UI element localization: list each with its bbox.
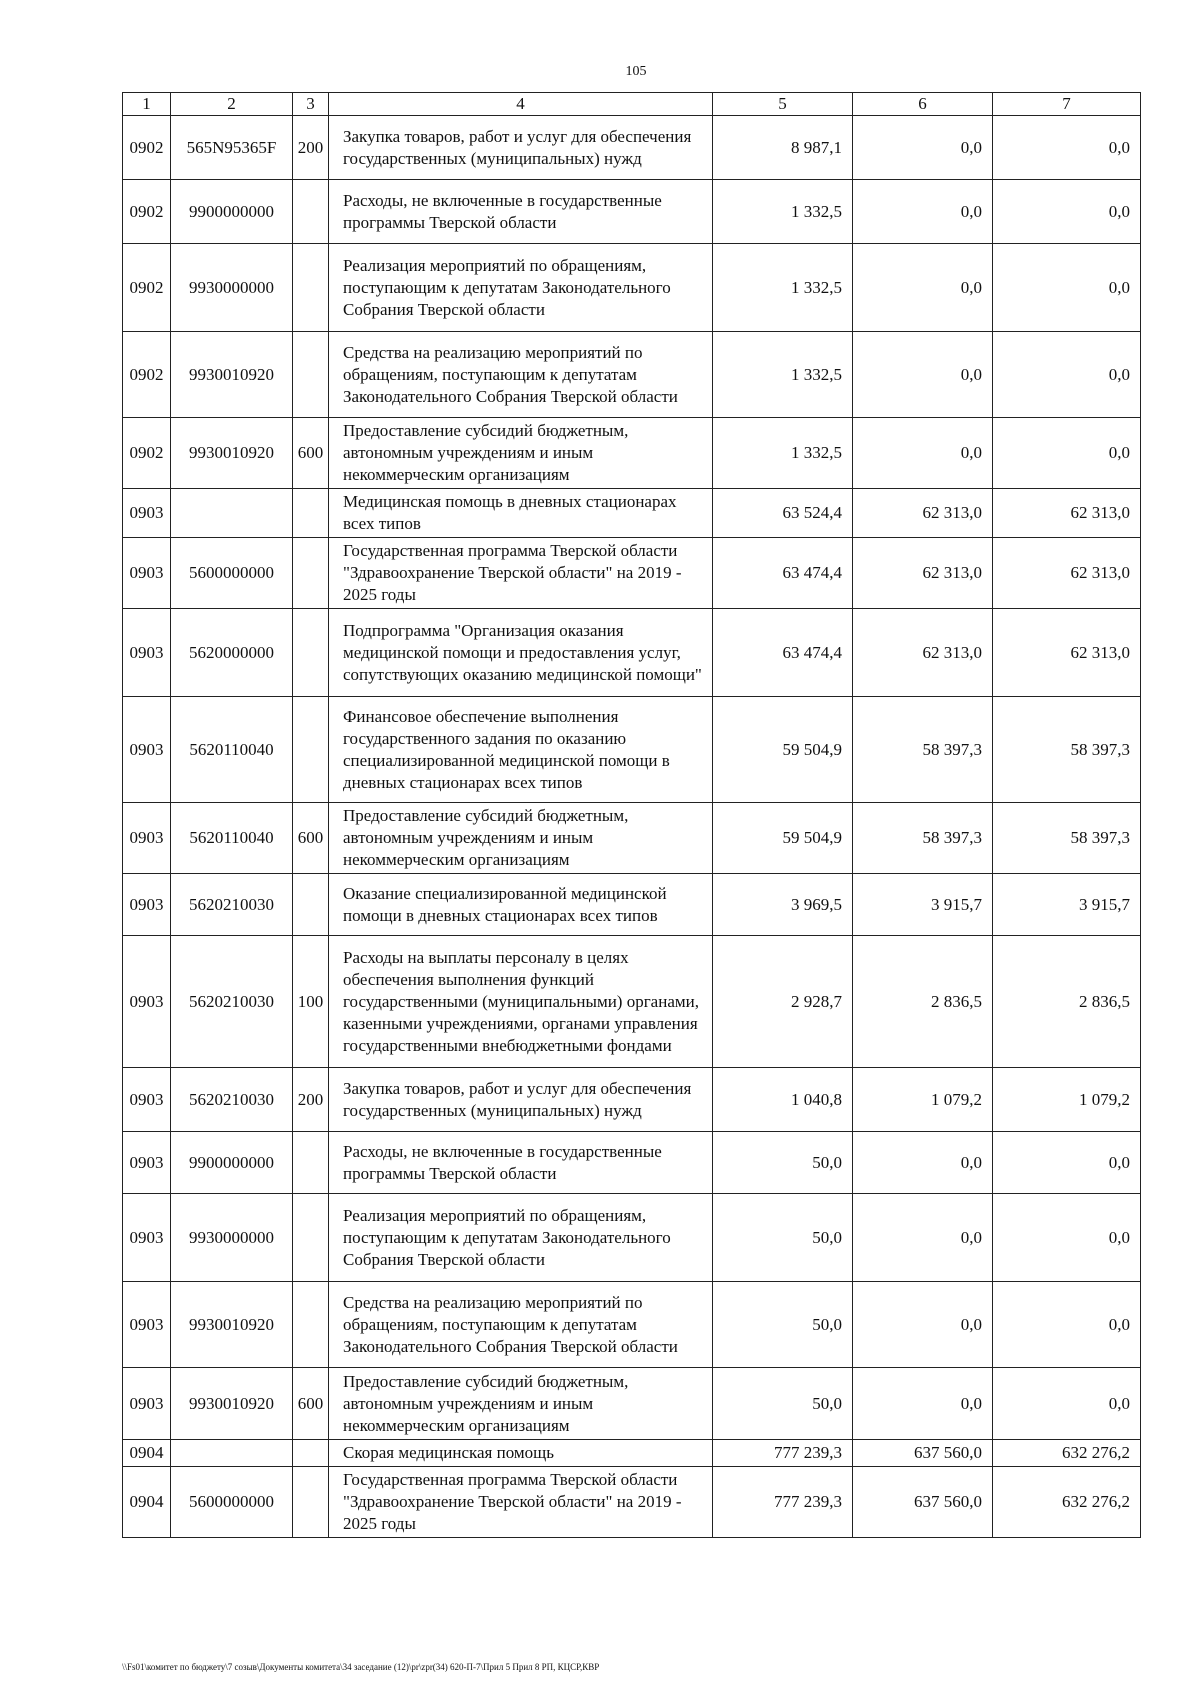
section-code-cell: 0903 — [123, 874, 171, 936]
footer-file-path: \\Fs01\комитет по бюджету\7 созыв\Документы комитета\34 заседание (12)\pr\zpr(34) 620-П-7\Прил 5 Прил 8 РП, КЦСР,КВР — [122, 1662, 600, 1672]
target-article-cell: 9930000000 — [171, 1194, 293, 1282]
table-row — [123, 244, 1141, 332]
target-article-cell: 565N95365F — [171, 116, 293, 180]
expense-type-cell — [293, 1282, 329, 1368]
amount-col5-cell: 59 504,9 — [713, 697, 853, 803]
expense-type-cell — [293, 874, 329, 936]
section-code-cell: 0903 — [123, 1368, 171, 1440]
amount-col7-cell: 2 836,5 — [993, 936, 1141, 1068]
amount-col6-cell: 0,0 — [853, 116, 993, 180]
table-row — [123, 1194, 1141, 1282]
description-cell: Медицинская помощь в дневных стационарах всех типов — [329, 489, 713, 538]
amount-col6-cell: 0,0 — [853, 180, 993, 244]
amount-col7-cell: 0,0 — [993, 244, 1141, 332]
description-cell: Реализация мероприятий по обращениям, поступающим к депутатам Законодательного Собрания Тверской области — [329, 1194, 713, 1282]
section-code-cell: 0903 — [123, 1282, 171, 1368]
table-row — [123, 1068, 1141, 1132]
col-header-6: 6 — [853, 93, 993, 116]
section-code-cell: 0903 — [123, 609, 171, 697]
table-row — [123, 418, 1141, 489]
expense-type-cell: 100 — [293, 936, 329, 1068]
amount-col5-cell: 1 332,5 — [713, 418, 853, 489]
target-article-cell — [171, 489, 293, 538]
expense-type-cell — [293, 489, 329, 538]
amount-col5-cell: 50,0 — [713, 1282, 853, 1368]
amount-col6-cell: 62 313,0 — [853, 609, 993, 697]
table-row — [123, 1440, 1141, 1467]
table-row — [123, 538, 1141, 609]
amount-col7-cell: 0,0 — [993, 1368, 1141, 1440]
section-code-cell: 0902 — [123, 244, 171, 332]
target-article-cell: 9930010920 — [171, 418, 293, 489]
amount-col5-cell: 777 239,3 — [713, 1440, 853, 1467]
amount-col5-cell: 50,0 — [713, 1368, 853, 1440]
amount-col5-cell: 1 332,5 — [713, 244, 853, 332]
amount-col7-cell: 0,0 — [993, 332, 1141, 418]
amount-col6-cell: 637 560,0 — [853, 1467, 993, 1538]
expense-type-cell — [293, 180, 329, 244]
amount-col5-cell: 50,0 — [713, 1194, 853, 1282]
amount-col6-cell: 58 397,3 — [853, 803, 993, 874]
description-cell: Предоставление субсидий бюджетным, автономным учреждениям и иным некоммерческим организациям — [329, 418, 713, 489]
amount-col6-cell: 0,0 — [853, 244, 993, 332]
description-cell: Расходы на выплаты персоналу в целях обеспечения выполнения функций государственными (муниципальными) органами, казенными учреждениями, органами управления государственными внебюджетными фондами — [329, 936, 713, 1068]
target-article-cell: 9900000000 — [171, 180, 293, 244]
target-article-cell: 5620210030 — [171, 874, 293, 936]
amount-col6-cell: 0,0 — [853, 418, 993, 489]
description-cell: Расходы, не включенные в государственные программы Тверской области — [329, 1132, 713, 1194]
description-cell: Средства на реализацию мероприятий по обращениям, поступающим к депутатам Законодательного Собрания Тверской области — [329, 332, 713, 418]
amount-col5-cell: 1 332,5 — [713, 332, 853, 418]
section-code-cell: 0903 — [123, 936, 171, 1068]
col-header-3: 3 — [293, 93, 329, 116]
section-code-cell: 0903 — [123, 697, 171, 803]
amount-col5-cell: 8 987,1 — [713, 116, 853, 180]
description-cell: Реализация мероприятий по обращениям, поступающим к депутатам Законодательного Собрания Тверской области — [329, 244, 713, 332]
amount-col6-cell: 2 836,5 — [853, 936, 993, 1068]
amount-col7-cell: 62 313,0 — [993, 489, 1141, 538]
page-number: 105 — [625, 64, 647, 79]
amount-col5-cell: 59 504,9 — [713, 803, 853, 874]
table-row — [123, 936, 1141, 1068]
description-cell: Предоставление субсидий бюджетным, автономным учреждениям и иным некоммерческим организациям — [329, 1368, 713, 1440]
section-code-cell: 0902 — [123, 116, 171, 180]
target-article-cell: 5620110040 — [171, 803, 293, 874]
expense-type-cell — [293, 697, 329, 803]
table-body — [123, 116, 1141, 1538]
description-cell: Оказание специализированной медицинской помощи в дневных стационарах всех типов — [329, 874, 713, 936]
amount-col7-cell: 3 915,7 — [993, 874, 1141, 936]
amount-col7-cell: 0,0 — [993, 1194, 1141, 1282]
amount-col5-cell: 50,0 — [713, 1132, 853, 1194]
expense-type-cell — [293, 609, 329, 697]
amount-col5-cell: 63 474,4 — [713, 609, 853, 697]
expense-type-cell: 600 — [293, 803, 329, 874]
section-code-cell: 0903 — [123, 1132, 171, 1194]
section-code-cell: 0903 — [123, 538, 171, 609]
amount-col7-cell: 62 313,0 — [993, 609, 1141, 697]
amount-col7-cell: 0,0 — [993, 1282, 1141, 1368]
section-code-cell: 0902 — [123, 418, 171, 489]
table-row — [123, 697, 1141, 803]
expense-type-cell: 200 — [293, 116, 329, 180]
amount-col5-cell: 1 332,5 — [713, 180, 853, 244]
table-row — [123, 332, 1141, 418]
table-row — [123, 609, 1141, 697]
description-cell: Закупка товаров, работ и услуг для обеспечения государственных (муниципальных) нужд — [329, 1068, 713, 1132]
expense-type-cell — [293, 1132, 329, 1194]
target-article-cell: 5600000000 — [171, 1467, 293, 1538]
amount-col5-cell: 777 239,3 — [713, 1467, 853, 1538]
amount-col6-cell: 0,0 — [853, 1194, 993, 1282]
table-header-row — [123, 93, 1141, 116]
table-row — [123, 489, 1141, 538]
target-article-cell — [171, 1440, 293, 1467]
target-article-cell: 9900000000 — [171, 1132, 293, 1194]
amount-col7-cell: 62 313,0 — [993, 538, 1141, 609]
amount-col7-cell: 58 397,3 — [993, 803, 1141, 874]
amount-col7-cell: 632 276,2 — [993, 1467, 1141, 1538]
amount-col6-cell: 58 397,3 — [853, 697, 993, 803]
section-code-cell: 0903 — [123, 1068, 171, 1132]
col-header-5: 5 — [713, 93, 853, 116]
expense-type-cell — [293, 1194, 329, 1282]
amount-col6-cell: 0,0 — [853, 1132, 993, 1194]
description-cell: Государственная программа Тверской области "Здравоохранение Тверской области" на 2019 - 2025 годы — [329, 538, 713, 609]
amount-col7-cell: 0,0 — [993, 1132, 1141, 1194]
amount-col5-cell: 2 928,7 — [713, 936, 853, 1068]
target-article-cell: 5600000000 — [171, 538, 293, 609]
section-code-cell: 0904 — [123, 1440, 171, 1467]
target-article-cell: 5620000000 — [171, 609, 293, 697]
target-article-cell: 9930010920 — [171, 332, 293, 418]
section-code-cell: 0903 — [123, 489, 171, 538]
budget-table — [122, 92, 1141, 1538]
amount-col7-cell: 1 079,2 — [993, 1068, 1141, 1132]
description-cell: Подпрограмма "Организация оказания медицинской помощи и предоставления услуг, сопутствующих оказанию медицинской помощи" — [329, 609, 713, 697]
amount-col7-cell: 632 276,2 — [993, 1440, 1141, 1467]
description-cell: Финансовое обеспечение выполнения государственного задания по оказанию специализированной медицинской помощи в дневных стационарах всех типов — [329, 697, 713, 803]
description-cell: Государственная программа Тверской области "Здравоохранение Тверской области" на 2019 - 2025 годы — [329, 1467, 713, 1538]
section-code-cell: 0903 — [123, 803, 171, 874]
amount-col7-cell: 0,0 — [993, 418, 1141, 489]
table-row — [123, 116, 1141, 180]
table-row — [123, 874, 1141, 936]
amount-col5-cell: 3 969,5 — [713, 874, 853, 936]
amount-col6-cell: 62 313,0 — [853, 538, 993, 609]
expense-type-cell — [293, 1440, 329, 1467]
expense-type-cell: 200 — [293, 1068, 329, 1132]
amount-col6-cell: 62 313,0 — [853, 489, 993, 538]
amount-col6-cell: 3 915,7 — [853, 874, 993, 936]
table-row — [123, 1132, 1141, 1194]
col-header-7: 7 — [993, 93, 1141, 116]
description-cell: Средства на реализацию мероприятий по обращениям, поступающим к депутатам Законодательного Собрания Тверской области — [329, 1282, 713, 1368]
section-code-cell: 0902 — [123, 332, 171, 418]
amount-col5-cell: 1 040,8 — [713, 1068, 853, 1132]
target-article-cell: 9930000000 — [171, 244, 293, 332]
col-header-1: 1 — [123, 93, 171, 116]
expense-type-cell: 600 — [293, 418, 329, 489]
amount-col6-cell: 637 560,0 — [853, 1440, 993, 1467]
table-row — [123, 1467, 1141, 1538]
amount-col6-cell: 0,0 — [853, 1368, 993, 1440]
amount-col6-cell: 1 079,2 — [853, 1068, 993, 1132]
section-code-cell: 0904 — [123, 1467, 171, 1538]
target-article-cell: 5620210030 — [171, 1068, 293, 1132]
description-cell: Закупка товаров, работ и услуг для обеспечения государственных (муниципальных) нужд — [329, 116, 713, 180]
table-row — [123, 1282, 1141, 1368]
amount-col6-cell: 0,0 — [853, 1282, 993, 1368]
description-cell: Расходы, не включенные в государственные программы Тверской области — [329, 180, 713, 244]
expense-type-cell: 600 — [293, 1368, 329, 1440]
table-row — [123, 803, 1141, 874]
expense-type-cell — [293, 244, 329, 332]
section-code-cell: 0903 — [123, 1194, 171, 1282]
target-article-cell: 9930010920 — [171, 1282, 293, 1368]
amount-col5-cell: 63 524,4 — [713, 489, 853, 538]
col-header-4: 4 — [329, 93, 713, 116]
amount-col7-cell: 0,0 — [993, 180, 1141, 244]
amount-col5-cell: 63 474,4 — [713, 538, 853, 609]
target-article-cell: 5620210030 — [171, 936, 293, 1068]
expense-type-cell — [293, 1467, 329, 1538]
amount-col6-cell: 0,0 — [853, 332, 993, 418]
description-cell: Предоставление субсидий бюджетным, автономным учреждениям и иным некоммерческим организациям — [329, 803, 713, 874]
amount-col7-cell: 58 397,3 — [993, 697, 1141, 803]
col-header-2: 2 — [171, 93, 293, 116]
table-row — [123, 180, 1141, 244]
expense-type-cell — [293, 538, 329, 609]
amount-col7-cell: 0,0 — [993, 116, 1141, 180]
table-row — [123, 1368, 1141, 1440]
section-code-cell: 0902 — [123, 180, 171, 244]
target-article-cell: 5620110040 — [171, 697, 293, 803]
description-cell: Скорая медицинская помощь — [329, 1440, 713, 1467]
expense-type-cell — [293, 332, 329, 418]
target-article-cell: 9930010920 — [171, 1368, 293, 1440]
